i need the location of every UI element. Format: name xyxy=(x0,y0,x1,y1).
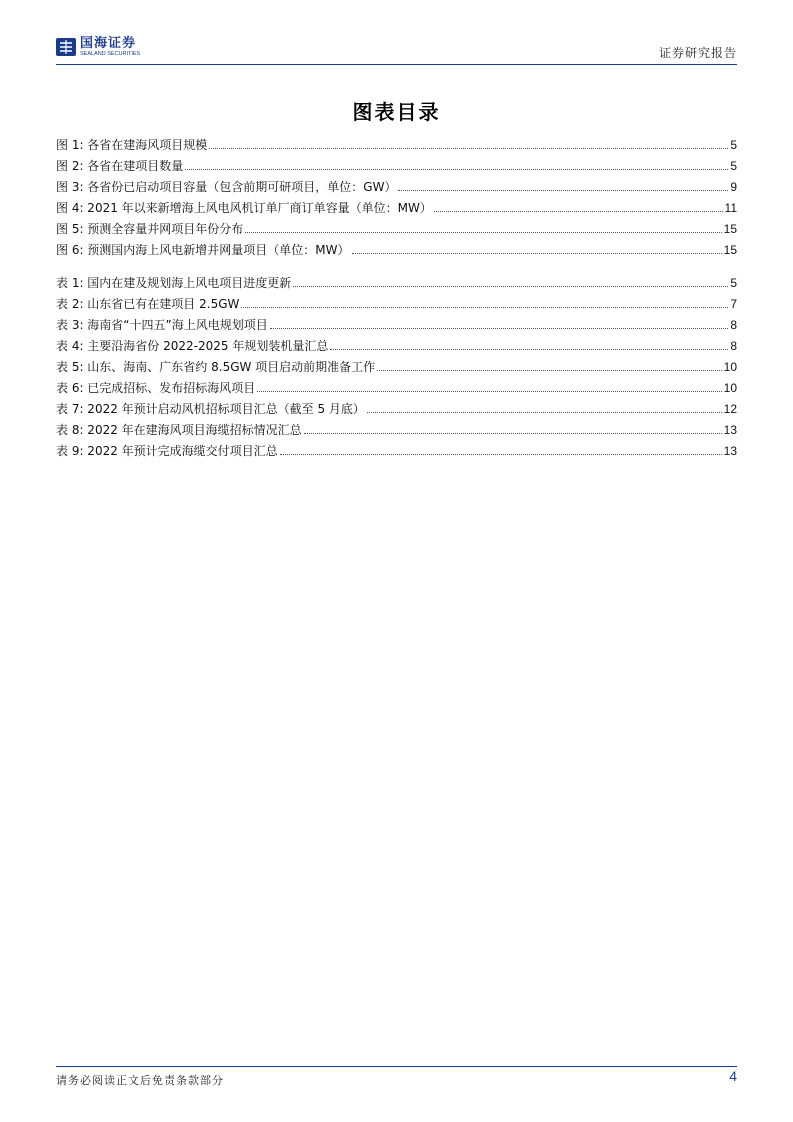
toc-entry-label: 表 9: 2022 年预计完成海缆交付项目汇总 xyxy=(56,444,278,458)
toc-entry-page: 13 xyxy=(723,423,737,437)
toc-entry-label: 图 4: 2021 年以来新增海上风电风机订单厂商订单容量（单位：MW） xyxy=(56,201,432,215)
toc-leader-dots xyxy=(398,190,728,191)
toc-entry-page: 5 xyxy=(730,159,737,173)
toc-entry-page: 15 xyxy=(723,222,737,236)
toc-table-entry[interactable] xyxy=(56,395,737,416)
toc-leader-dots xyxy=(270,328,729,329)
toc-leader-dots xyxy=(330,349,728,350)
sealand-logo-icon xyxy=(56,36,76,58)
toc-table-entry[interactable] xyxy=(56,437,737,458)
toc-figure-entry[interactable] xyxy=(56,236,737,257)
toc-leader-dots xyxy=(304,433,722,434)
toc-leader-dots xyxy=(185,169,728,170)
toc-leader-dots xyxy=(209,148,728,149)
header-divider xyxy=(56,64,737,65)
toc-entry-label: 表 8: 2022 年在建海风项目海缆招标情况汇总 xyxy=(56,423,302,437)
toc-entry-page: 11 xyxy=(724,201,737,215)
toc-leader-dots xyxy=(245,232,721,233)
toc-table-entry[interactable] xyxy=(56,290,737,311)
toc-entry-label: 表 2: 山东省已有在建项目 2.5GW xyxy=(56,297,240,311)
toc-entry-page: 10 xyxy=(723,360,737,374)
toc-entry-label: 表 1: 国内在建及规划海上风电项目进度更新 xyxy=(56,276,292,290)
toc-list xyxy=(56,131,737,458)
toc-entry-page: 8 xyxy=(730,318,737,332)
toc-entry-page: 5 xyxy=(730,276,737,290)
company-logo xyxy=(56,36,140,58)
toc-entry-page: 5 xyxy=(730,138,737,152)
section-gap xyxy=(56,257,737,269)
toc-figure-entry[interactable] xyxy=(56,131,737,152)
toc-leader-dots xyxy=(257,391,721,392)
toc-leader-dots xyxy=(377,370,721,371)
toc-entry-label: 图 6: 预测国内海上风电新增并网量项目（单位：MW） xyxy=(56,243,350,257)
toc-leader-dots xyxy=(280,454,722,455)
toc-entry-page: 10 xyxy=(723,381,737,395)
page-header xyxy=(56,36,737,66)
toc-table-entry[interactable] xyxy=(56,332,737,353)
toc-figure-entry[interactable] xyxy=(56,194,737,215)
footer-disclaimer: 请务必阅读正文后免责条款部分 xyxy=(56,1074,224,1087)
toc-entry-page: 8 xyxy=(730,339,737,353)
toc-entry-label: 图 5: 预测全容量并网项目年份分布 xyxy=(56,222,244,236)
toc-entry-label: 表 6: 已完成招标、发布招标海风项目 xyxy=(56,381,256,395)
toc-entry-page: 12 xyxy=(723,402,737,416)
toc-table-entry[interactable] xyxy=(56,269,737,290)
toc-entry-label: 图 3: 各省份已启动项目容量（包含前期可研项目，单位：GW） xyxy=(56,180,397,194)
toc-entry-label: 表 7: 2022 年预计启动风机招标项目汇总（截至 5 月底） xyxy=(56,402,365,416)
page-number: 4 xyxy=(729,1068,737,1084)
footer-divider xyxy=(56,1066,737,1067)
toc-table-entry[interactable] xyxy=(56,311,737,332)
toc-table-entry[interactable] xyxy=(56,416,737,437)
toc-leader-dots xyxy=(241,307,728,308)
toc-entry-label: 图 1: 各省在建海风项目规模 xyxy=(56,138,208,152)
toc-table-entry[interactable] xyxy=(56,353,737,374)
toc-entry-page: 7 xyxy=(730,297,737,311)
toc-leader-dots xyxy=(367,412,722,413)
toc-figure-entry[interactable] xyxy=(56,173,737,194)
toc-entry-label: 图 2: 各省在建项目数量 xyxy=(56,159,184,173)
toc-entry-page: 13 xyxy=(723,444,737,458)
toc-entry-label: 表 3: 海南省“十四五”海上风电规划项目 xyxy=(56,318,268,332)
toc-figure-entry[interactable] xyxy=(56,215,737,236)
toc-leader-dots xyxy=(352,253,722,254)
logo-english-name: SEALAND SECURITIES xyxy=(80,50,141,57)
toc-leader-dots xyxy=(434,211,723,212)
toc-entry-label: 表 4: 主要沿海省份 2022-2025 年规划装机量汇总 xyxy=(56,339,329,353)
toc-table-entry[interactable] xyxy=(56,374,737,395)
toc-leader-dots xyxy=(293,286,728,287)
logo-chinese-name: 国海证券 xyxy=(80,35,137,51)
toc-entry-page: 15 xyxy=(723,243,737,257)
toc-entry-page: 9 xyxy=(730,180,737,194)
page-title: 图表目录 xyxy=(352,100,441,124)
toc-figure-entry[interactable] xyxy=(56,152,737,173)
toc-entry-label: 表 5: 山东、海南、广东省约 8.5GW 项目启动前期准备工作 xyxy=(56,360,376,374)
report-type-label: 证券研究报告 xyxy=(658,46,737,60)
